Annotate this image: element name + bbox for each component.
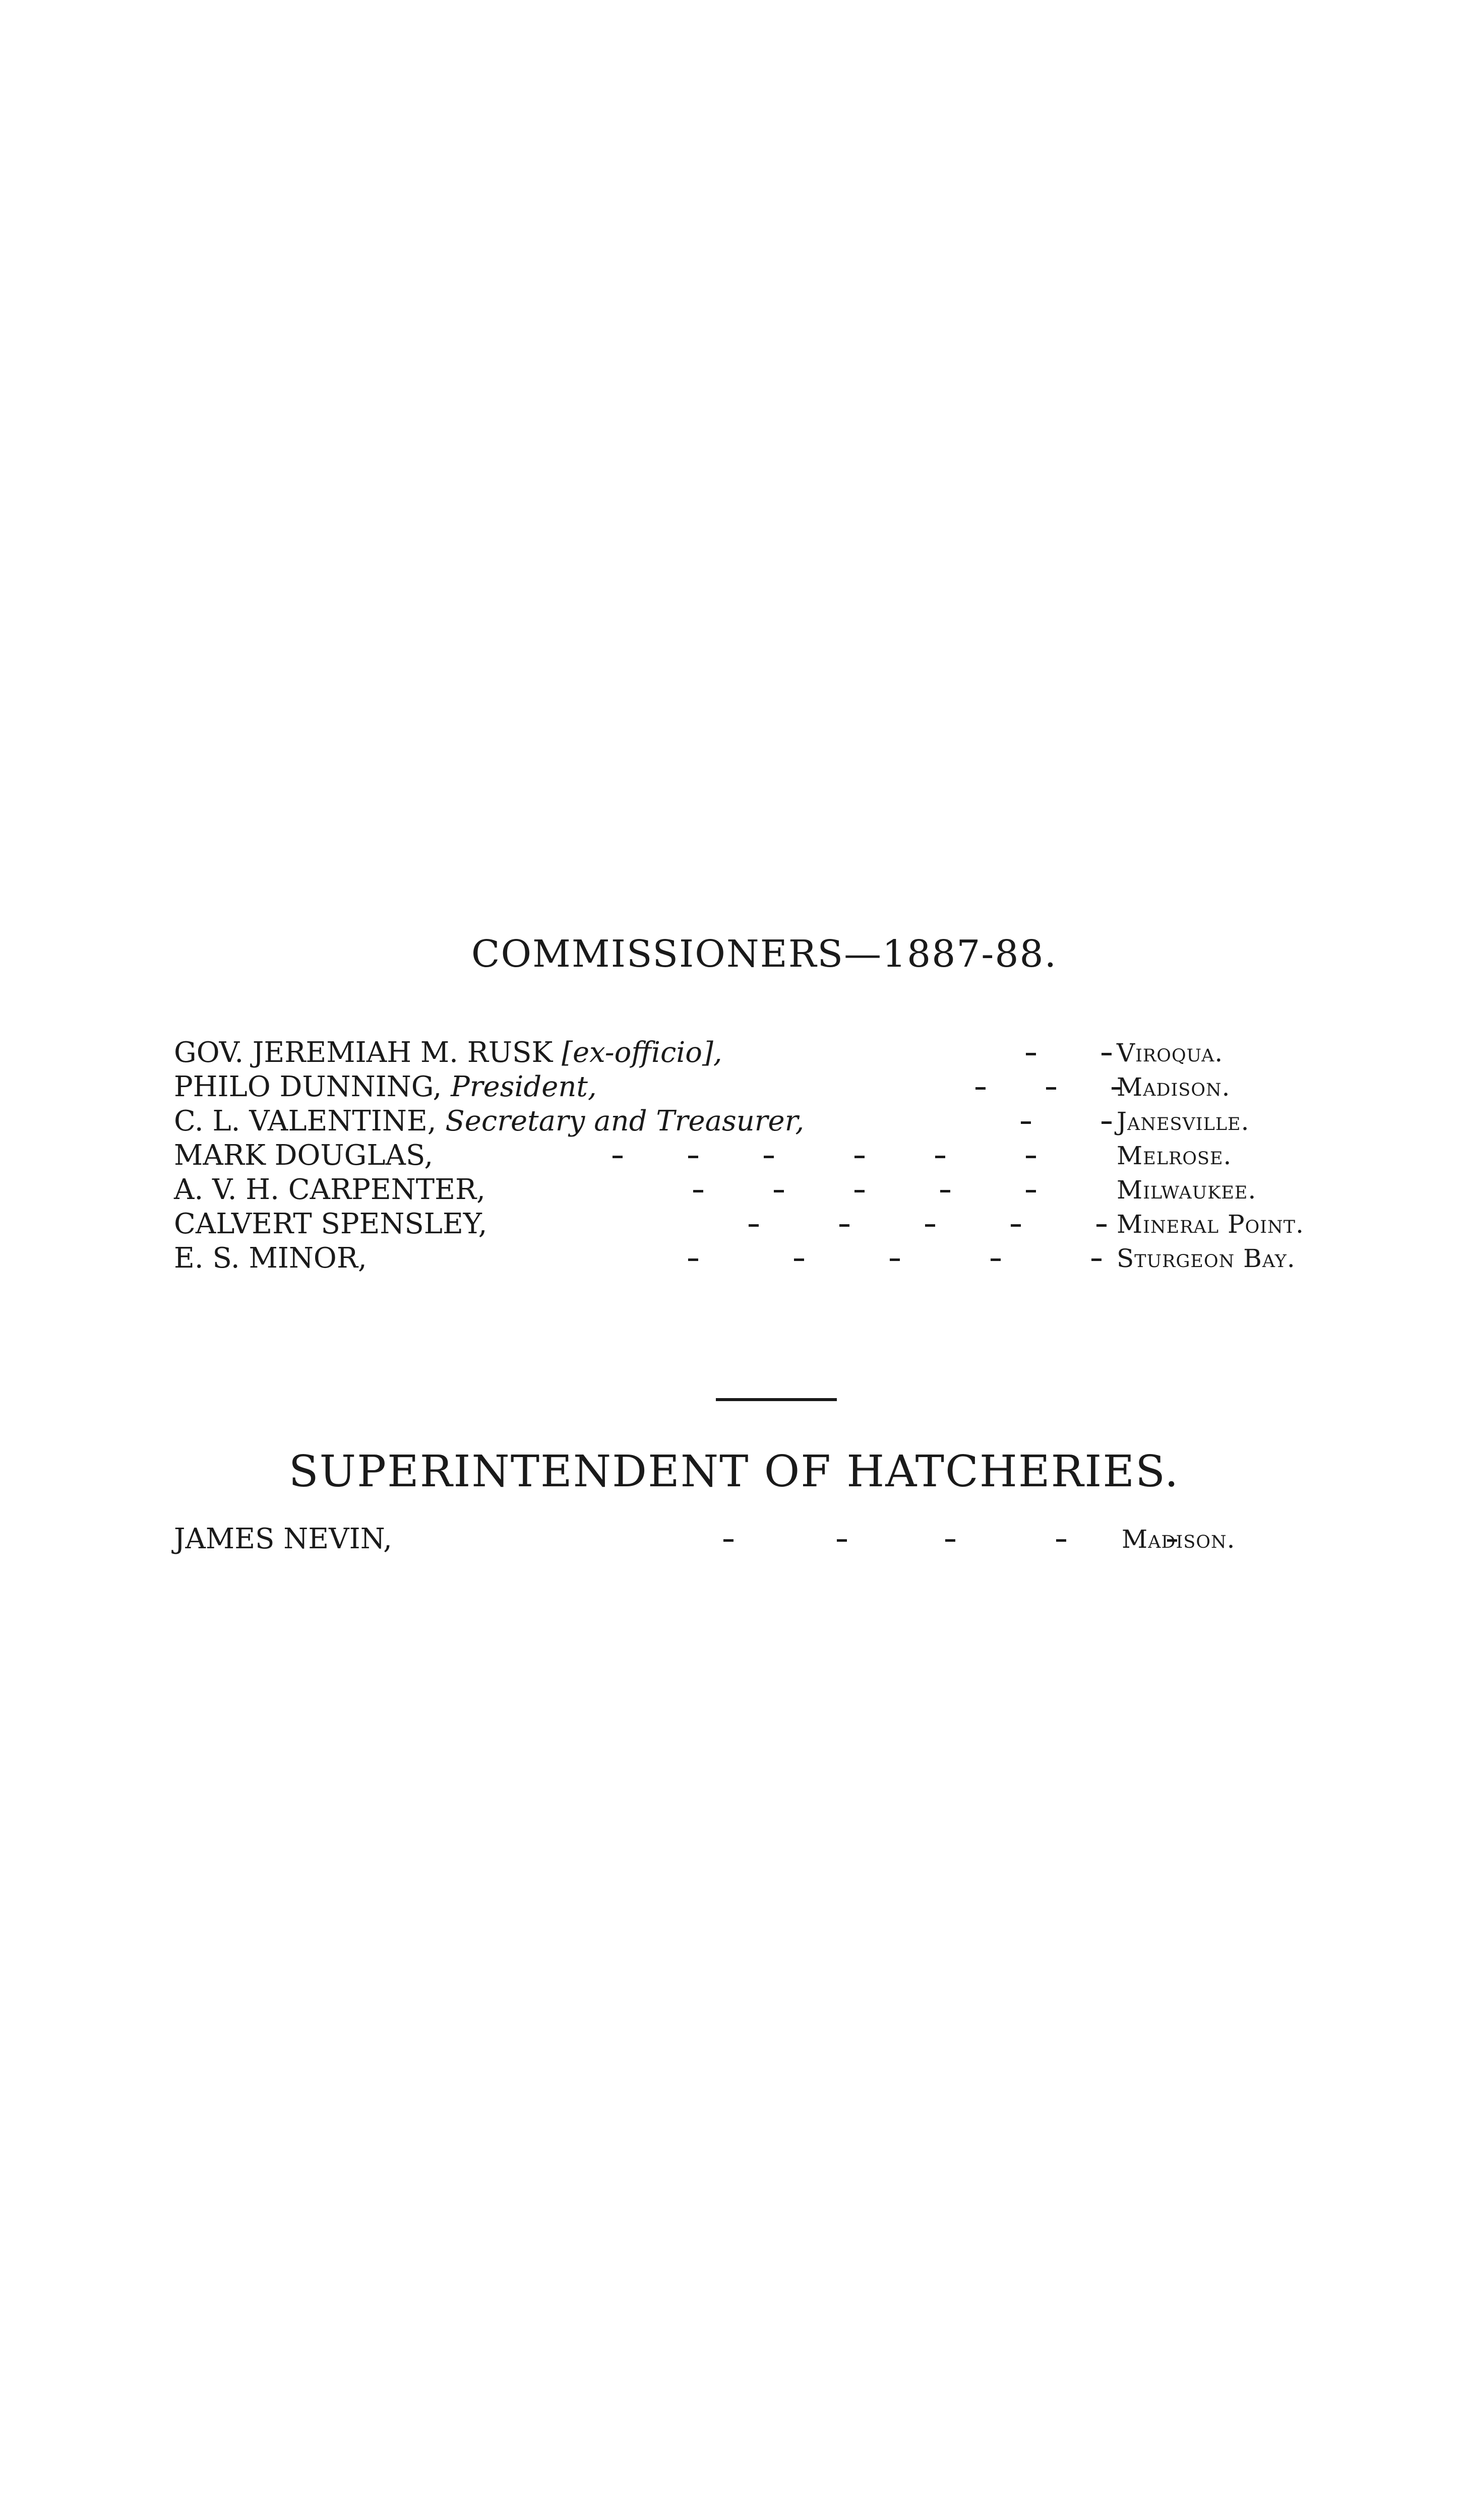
leader-dash (991, 1258, 1001, 1261)
commissioner-name: A. V. H. CARPENTER, (174, 1173, 485, 1206)
commissioner-entry (174, 1139, 433, 1173)
commissioner-row (174, 1173, 1384, 1207)
commissioner-place: Janesville. (1117, 1107, 1250, 1136)
commissioner-role: Secretary and Treasurer, (445, 1105, 805, 1138)
leader-dash (1026, 1053, 1036, 1055)
leader-dash (1091, 1258, 1102, 1261)
commissioner-entry (174, 1036, 722, 1070)
leader-dash (613, 1156, 623, 1158)
commissioner-role: [ex-officio], (562, 1036, 722, 1069)
leader-dash (1026, 1156, 1036, 1158)
commissioner-place: Madison. (1117, 1073, 1231, 1102)
leader-dash (774, 1190, 784, 1192)
superintendent-name: JAMES NEVIN, (174, 1523, 392, 1555)
commissioner-role: President, (451, 1070, 597, 1103)
superintendent-place: Madison. (1122, 1525, 1236, 1554)
leader-dash (975, 1087, 986, 1090)
superintendent-heading: SUPERINTENDENT OF HATCHERIES. (288, 1446, 1180, 1497)
leader-dash (693, 1190, 703, 1192)
commissioner-place: Mineral Point. (1117, 1210, 1304, 1239)
leader-dash (764, 1156, 774, 1158)
commissioner-name: E. S. MINOR, (174, 1242, 367, 1275)
commissioner-place: Viroqua. (1117, 1038, 1224, 1067)
commissioners-heading: COMMISSIONERS—1887-88. (471, 932, 1058, 976)
leader-dash (1026, 1190, 1036, 1192)
leader-dash (1102, 1121, 1112, 1124)
commissioner-name: CALVERT SPENSLEY, (174, 1208, 487, 1240)
leader-dash (688, 1156, 698, 1158)
leader-dash (1102, 1053, 1112, 1055)
commissioner-row (174, 1070, 1384, 1104)
commissioners-list (174, 1036, 1384, 1276)
superintendent-row (174, 1522, 1384, 1556)
section-divider (716, 1398, 837, 1401)
leader-dash (1056, 1539, 1066, 1542)
leader-dash (1021, 1121, 1031, 1124)
commissioner-row (174, 1139, 1384, 1173)
leader-dash (837, 1539, 847, 1542)
commissioner-entry (174, 1070, 597, 1104)
commissioner-row (174, 1241, 1384, 1276)
commissioner-place: Sturgeon Bay. (1117, 1244, 1296, 1273)
commissioner-entry (174, 1207, 487, 1241)
leader-dash (723, 1539, 733, 1542)
leader-dash (794, 1258, 804, 1261)
leader-dash (1096, 1224, 1107, 1227)
leader-dash (935, 1156, 945, 1158)
leader-dash (688, 1258, 698, 1261)
leader-dash (854, 1156, 865, 1158)
commissioner-name: MARK DOUGLAS, (174, 1139, 434, 1172)
commissioner-place: Melrose. (1117, 1141, 1232, 1170)
leader-dash (925, 1224, 935, 1227)
leader-dash (945, 1539, 955, 1542)
commissioner-row (174, 1207, 1384, 1241)
leader-dash (890, 1258, 900, 1261)
commissioner-entry (174, 1241, 367, 1276)
leader-dash (1046, 1087, 1056, 1090)
leader-dash (940, 1190, 950, 1192)
superintendent-entry (174, 1522, 392, 1556)
commissioner-name: GOV. JEREMIAH M. RUSK (174, 1036, 553, 1069)
commissioner-name: PHILO DUNNING, (174, 1070, 442, 1103)
commissioner-row (174, 1104, 1384, 1139)
leader-dash (839, 1224, 849, 1227)
leader-dash (854, 1190, 865, 1192)
leader-dash (749, 1224, 759, 1227)
superintendent-list (174, 1522, 1384, 1556)
leader-dash (1011, 1224, 1021, 1227)
commissioner-name: C. L. VALENTINE, (174, 1105, 437, 1138)
commissioner-row (174, 1036, 1384, 1070)
commissioner-place: Milwaukee. (1117, 1175, 1257, 1205)
commissioner-entry (174, 1173, 485, 1207)
